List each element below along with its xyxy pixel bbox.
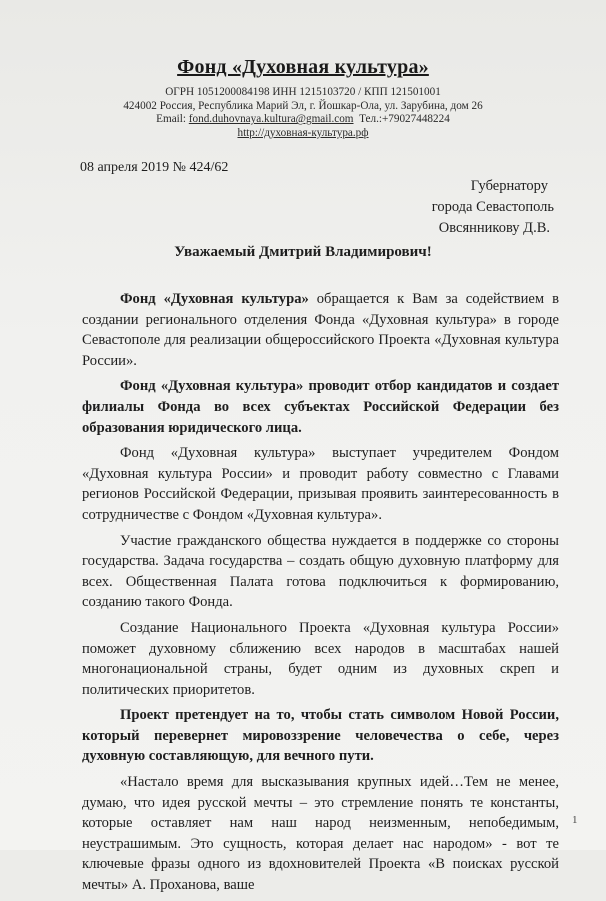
paragraph-bold: Фонд «Духовная культура» проводит отбор кандидатов и создает филиалы Фонда во всех субъектах Российской Федерации без образования юридического лица. xyxy=(82,378,559,436)
paragraph xyxy=(82,443,559,525)
registration-numbers: ОГРН 1051200084198 ИНН 1215103720 / КПП 121501001 xyxy=(165,86,441,98)
organization-title: Фонд «Духовная культура» xyxy=(177,56,429,78)
addressee-line: Овсянникову Д.В. xyxy=(438,220,550,236)
paragraph-text: обращается к Вам за содействием в создании регионального отделения Фонда «Духовная культура» в городе Севастополе для реализации общероссийского Проекта «Духовная культура России». xyxy=(82,291,559,369)
paragraph-bold: Проект претендует на то, чтобы стать символом Новой России, который перевернет мировоззрение человечества о себе, через духовную составляющую, для вечного пути. xyxy=(82,707,559,765)
paragraph xyxy=(82,705,559,767)
paragraph xyxy=(82,531,559,613)
addressee-block xyxy=(374,176,554,239)
paragraph-text: Участие гражданского общества нуждается в поддержке со стороны государства. Задача государства – создать общую духовную платформу для всех. Общественная Палата готова подключиться к формированию, созданию такого Фонда. xyxy=(82,532,559,611)
contact-line xyxy=(0,113,606,127)
paragraph xyxy=(82,618,559,700)
organization-details xyxy=(0,86,606,140)
addressee-line: города Севастополь xyxy=(431,199,554,215)
page-number: 1 xyxy=(572,814,578,826)
website-link[interactable]: http://духовная-культура.рф xyxy=(237,126,369,139)
postal-address: 424002 Россия, Республика Марий Эл, г. Йошкар-Ола, ул. Зарубина, дом 26 xyxy=(123,99,483,112)
email-label: Email: xyxy=(156,113,189,126)
paragraph-text: Создание Национального Проекта «Духовная культура России» поможет духовному сближению всех народов в масштабах нашей многонациональной страны, будет одним из духовных скреп и политических приоритетов. xyxy=(82,619,559,698)
paragraph xyxy=(82,772,559,896)
salutation: Уважаемый Дмитрий Владимирович! xyxy=(174,244,432,260)
paragraph-bold: Фонд «Духовная культура» xyxy=(120,291,309,307)
paragraph xyxy=(82,376,559,438)
email-link[interactable]: fond.duhovnaya.kultura@gmail.com xyxy=(188,113,354,126)
paragraph xyxy=(82,289,559,371)
paragraph-text: «Настало время для высказывания крупных идей…Тем не менее, думаю, что идея русской мечты – это стремление понять те константы, которые оставляет нам наш народ неизменным, непобедимым, неустрашимым. Это сущность, которая делает нас народом» - вот те ключевые фразы одного из вдохновителей Проекта «В поисках русской мечты» А. Проханова, ваше xyxy=(82,774,559,894)
letter-body xyxy=(82,289,559,901)
phone-number: Тел.:+79027448224 xyxy=(359,113,450,126)
addressee-line: Губернатору xyxy=(470,178,548,194)
date-and-number: 08 апреля 2019 № 424/62 xyxy=(80,160,229,175)
paragraph-text: Фонд «Духовная культура» выступает учредителем Фондом «Духовная культура России» и проводит работу совместно с Главами регионов Российской Федерации, призывая проявить заинтересованность в сотрудничестве с Фондом «Духовная культура». xyxy=(82,445,559,523)
